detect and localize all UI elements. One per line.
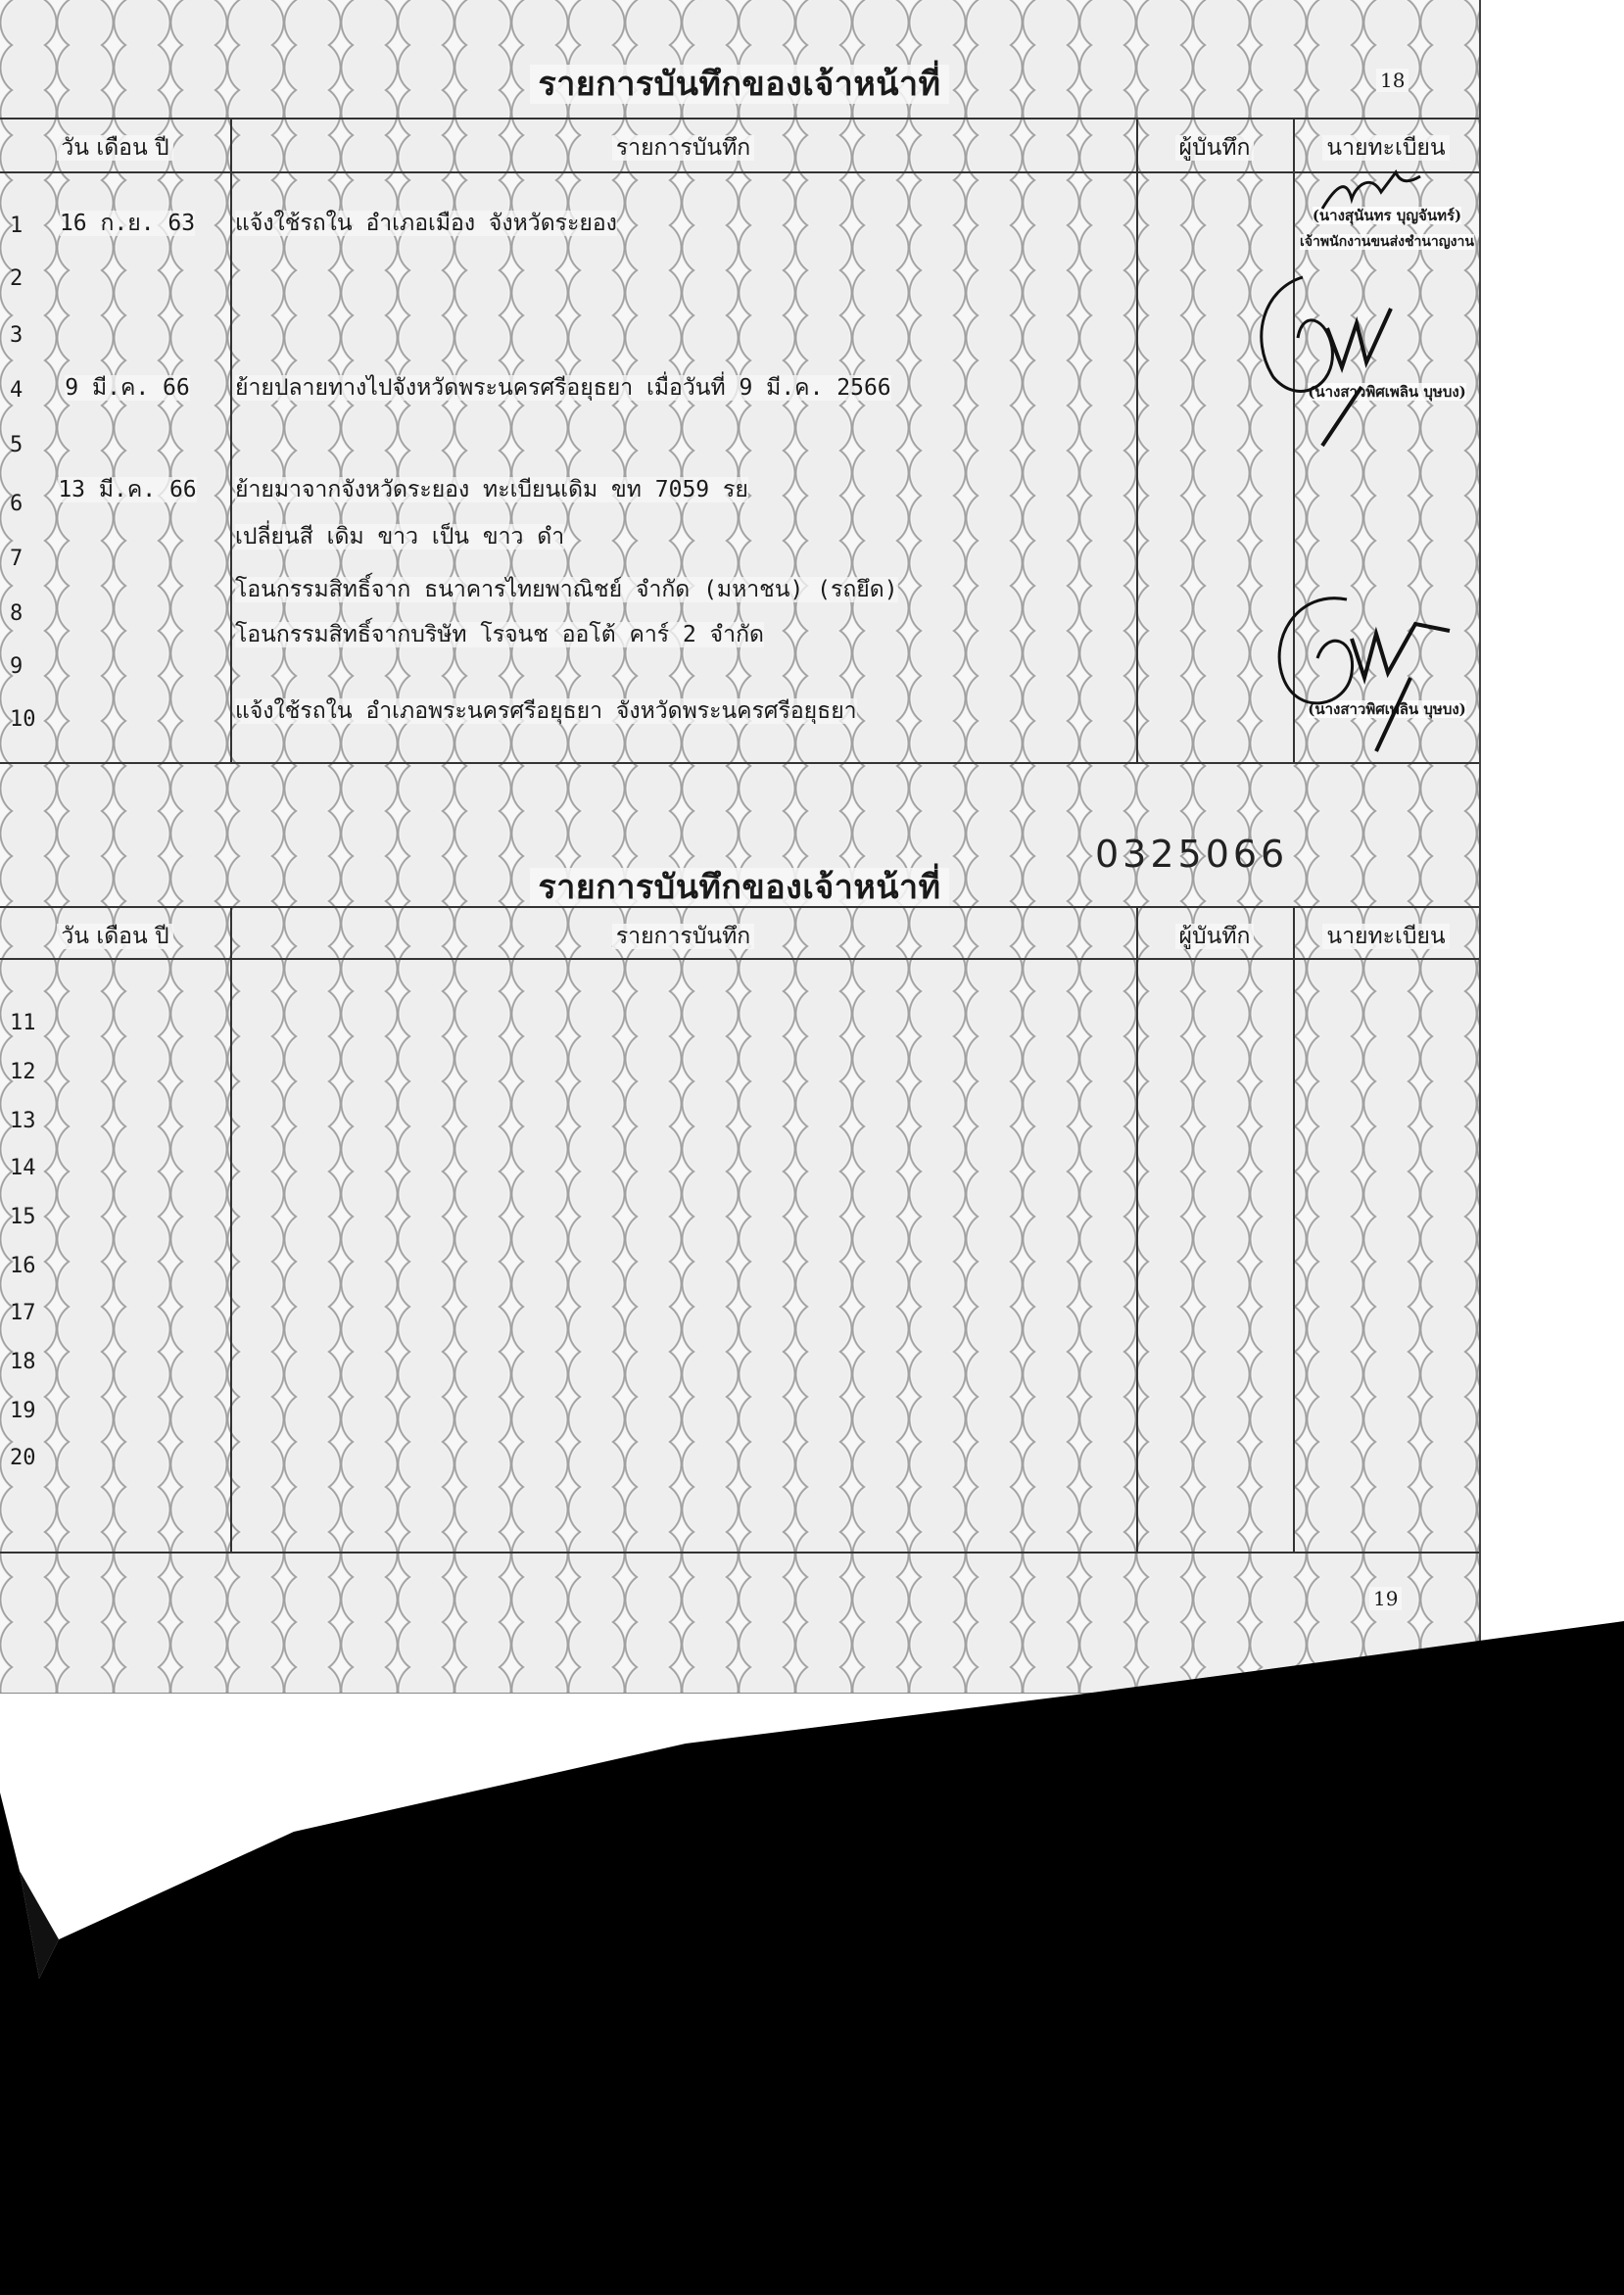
top-date-column-divider xyxy=(230,118,232,762)
entry-text: โอนกรรมสิทธิ์จาก ธนาคารไทยพาณิชย์ จำกัด (มหาชน) (รถยึด) xyxy=(235,577,898,602)
line-number: 3 xyxy=(10,323,24,348)
registrar-signature xyxy=(1239,580,1464,756)
top-header-record: รายการบันทึก xyxy=(230,130,1136,166)
bottom-header-record: รายการบันทึก xyxy=(230,919,1136,954)
line-number: 4 xyxy=(10,378,24,403)
top-table-top-border xyxy=(0,118,1479,120)
line-number: 7 xyxy=(10,547,24,571)
bottom-header-recorder: ผู้บันทึก xyxy=(1136,919,1293,954)
line-number: 12 xyxy=(10,1060,36,1084)
bottom-section-title: รายการบันทึกของเจ้าหน้าที่ xyxy=(0,860,1479,913)
line-number: 15 xyxy=(10,1205,36,1229)
entry-text: แจ้งใช้รถใน อำเภอพระนครศรีอยุธยา จังหวัดพระนครศรีอยุธยา xyxy=(235,698,857,724)
top-record-column-divider xyxy=(1136,118,1138,762)
registrar-name: (นางสุนันทร บุญจันทร์) xyxy=(1312,207,1462,224)
scan-shadow xyxy=(0,1548,1624,2295)
line-number: 2 xyxy=(10,266,24,291)
entry-date: 13 มี.ค. 66 xyxy=(58,477,197,502)
line-number: 16 xyxy=(10,1254,36,1278)
entry-text: เปลี่ยนสี เดิม ขาว เป็น ขาว ดำ xyxy=(235,524,565,550)
bottom-header-date: วัน เดือน ปี xyxy=(0,919,230,954)
line-number: 8 xyxy=(10,601,24,626)
top-table-bottom-border xyxy=(0,762,1479,764)
registrar-position: เจ้าพนักงานขนส่งชำนาญงาน xyxy=(1300,234,1474,250)
line-number: 17 xyxy=(10,1301,36,1325)
line-number: 11 xyxy=(10,1011,36,1035)
line-number: 10 xyxy=(10,707,36,732)
registrar-name: (นางสาวพิศเพลิน บุษบง) xyxy=(1308,383,1466,401)
bottom-record-section xyxy=(0,833,1479,1610)
bottom-date-column-divider xyxy=(230,906,232,1552)
top-header-recorder: ผู้บันทึก xyxy=(1136,130,1293,166)
top-record-section xyxy=(0,0,1479,764)
registrar-signature xyxy=(1303,165,1430,223)
entry-date: 16 ก.ย. 63 xyxy=(59,211,196,236)
bottom-record-column-divider xyxy=(1136,906,1138,1552)
top-header-registrar: นายทะเบียน xyxy=(1293,130,1479,166)
line-number: 9 xyxy=(10,654,24,679)
entry-text: ย้ายปลายทางไปจังหวัดพระนครศรีอยุธยา เมื่อวันที่ 9 มี.ค. 2566 xyxy=(235,375,891,401)
line-number: 6 xyxy=(10,492,24,516)
top-section-title: รายการบันทึกของเจ้าหน้าที่ xyxy=(0,57,1479,110)
entry-date: 9 มี.ค. 66 xyxy=(65,375,190,401)
line-number: 20 xyxy=(10,1446,36,1470)
top-header-divider xyxy=(0,171,1479,173)
entry-text: โอนกรรมสิทธิ์จากบริษัท โรจนช ออโต้ คาร์ 2 จำกัด xyxy=(235,622,764,647)
line-number: 5 xyxy=(10,433,24,457)
bottom-table-top-border xyxy=(0,906,1479,908)
bottom-header-registrar: นายทะเบียน xyxy=(1293,919,1479,954)
bottom-recorder-column-divider xyxy=(1293,906,1295,1552)
line-number: 19 xyxy=(10,1399,36,1423)
entry-text: ย้ายมาจากจังหวัดระยอง ทะเบียนเดิม ขท 7059 รย xyxy=(235,477,748,502)
entry-text: แจ้งใช้รถใน อำเภอเมือง จังหวัดระยอง xyxy=(235,211,617,236)
bottom-header-divider xyxy=(0,958,1479,960)
top-page-number: 18 xyxy=(1376,69,1409,92)
line-number: 18 xyxy=(10,1350,36,1374)
registrar-signature xyxy=(1244,269,1420,455)
serial-number: 0325066 xyxy=(1095,833,1289,876)
registrar-name: (นางสาวพิศเพลิน บุษบง) xyxy=(1308,700,1466,718)
top-header-date: วัน เดือน ปี xyxy=(0,130,230,166)
line-number: 14 xyxy=(10,1156,36,1180)
line-number: 13 xyxy=(10,1109,36,1133)
bottom-page-number: 19 xyxy=(1369,1587,1402,1610)
line-number: 1 xyxy=(10,214,24,238)
